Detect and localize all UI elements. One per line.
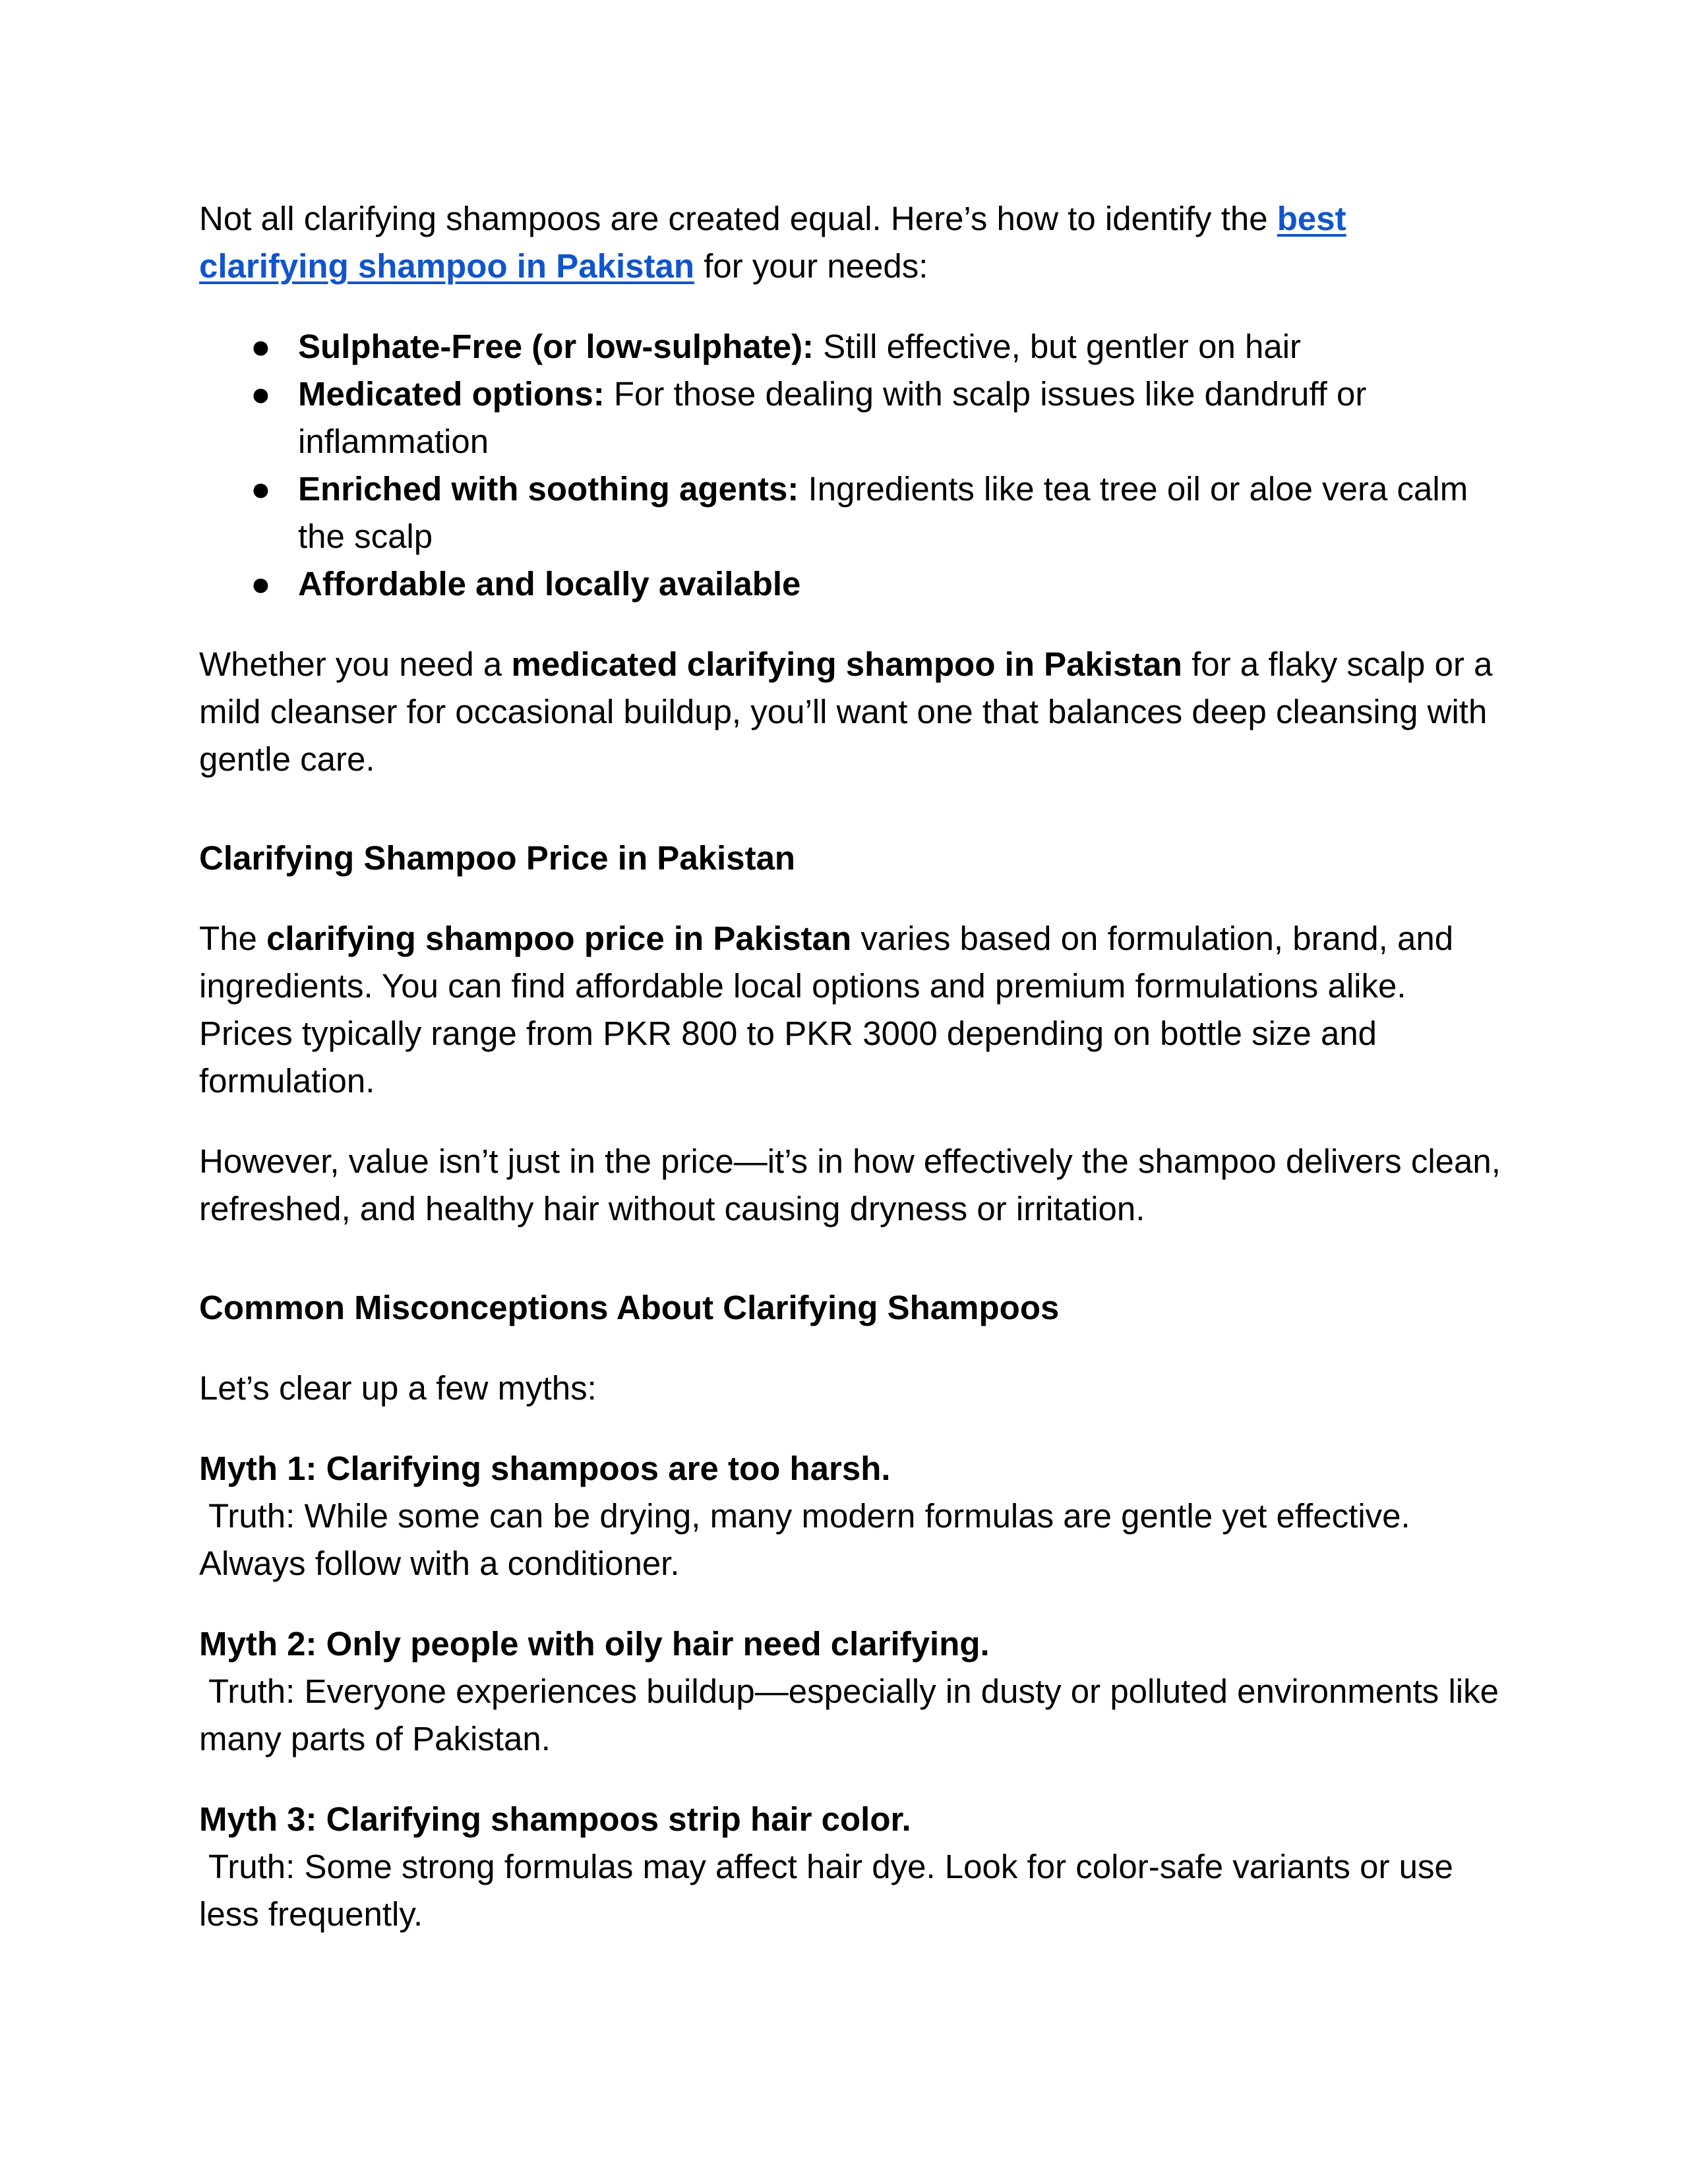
list-item-bold: Affordable and locally available [298, 565, 801, 603]
whether-text-before: Whether you need a [199, 645, 512, 683]
list-item [199, 465, 1505, 560]
intro-paragraph [199, 195, 1505, 290]
document-page [199, 195, 1505, 1971]
intro-text-before: Not all clarifying shampoos are created equal. Here’s how to identify the [199, 200, 1277, 237]
price-text-after: varies based on formulation, brand, and ingredients. You can find affordable local options and premium formulations alike. Prices typically range from PKR 800 to PKR 3000 depending on bottle size and formulation. [199, 920, 1454, 1100]
price-text-before: The [199, 920, 267, 957]
price-paragraph-2: However, value isn’t just in the price—it’s in how effectively the shampoo delivers clean, refreshed, and healthy hair without causing dryness or irritation. [199, 1142, 1501, 1227]
price-heading: Clarifying Shampoo Price in Pakistan [199, 839, 796, 877]
myth-title: Myth 1: Clarifying shampoos are too harsh. [199, 1450, 891, 1487]
bullet-icon: ● [251, 565, 271, 603]
bullet-icon: ● [251, 470, 271, 508]
myth-truth-text: Truth: While some can be drying, many modern formulas are gentle yet effective. Always follow with a conditioner. [199, 1497, 1410, 1582]
feature-list [199, 323, 1505, 608]
myth-title: Myth 3: Clarifying shampoos strip hair color. [199, 1800, 911, 1838]
whether-bold: medicated clarifying shampoo in Pakistan [511, 645, 1182, 683]
list-item-bold: Enriched with soothing agents: [298, 470, 799, 508]
myth-title: Myth 2: Only people with oily hair need clarifying. [199, 1625, 990, 1663]
list-item [199, 560, 1505, 608]
list-item-bold: Medicated options: [298, 375, 605, 413]
myth-truth [199, 1492, 1505, 1587]
myths-heading: Common Misconceptions About Clarifying Shampoos [199, 1289, 1060, 1326]
myth-block [199, 1796, 1505, 1938]
myth-block [199, 1445, 1505, 1587]
price-bold: clarifying shampoo price in Pakistan [266, 920, 852, 957]
intro-text-after: for your needs: [694, 247, 928, 285]
myths-intro: Let’s clear up a few myths: [199, 1369, 597, 1407]
list-item-bold: Sulphate-Free (or low-sulphate): [298, 328, 814, 365]
best-clarifying-shampoo-link[interactable]: best clarifying shampoo in Pakistan [199, 200, 1346, 285]
whether-text-after: for a flaky scalp or a mild cleanser for occasional buildup, you’ll want one that balances deep cleansing with gentle care. [199, 645, 1493, 778]
myth-truth [199, 1668, 1505, 1763]
whether-paragraph [199, 641, 1505, 783]
list-item [199, 323, 1505, 370]
list-item-text: For those dealing with scalp issues like dandruff or inflammation [298, 375, 1367, 460]
list-item-text: Still effective, but gentler on hair [814, 328, 1302, 365]
myth-block [199, 1620, 1505, 1763]
bullet-icon: ● [251, 328, 271, 365]
price-paragraph-1 [199, 915, 1505, 1105]
bullet-icon: ● [251, 375, 271, 413]
list-item [199, 370, 1505, 465]
myth-truth-text: Truth: Some strong formulas may affect hair dye. Look for color-safe variants or use less frequently. [199, 1848, 1453, 1933]
myth-truth [199, 1843, 1505, 1938]
list-item-text: Ingredients like tea tree oil or aloe vera calm the scalp [298, 470, 1468, 555]
myth-truth-text: Truth: Everyone experiences buildup—especially in dusty or polluted environments like many parts of Pakistan. [199, 1672, 1499, 1757]
